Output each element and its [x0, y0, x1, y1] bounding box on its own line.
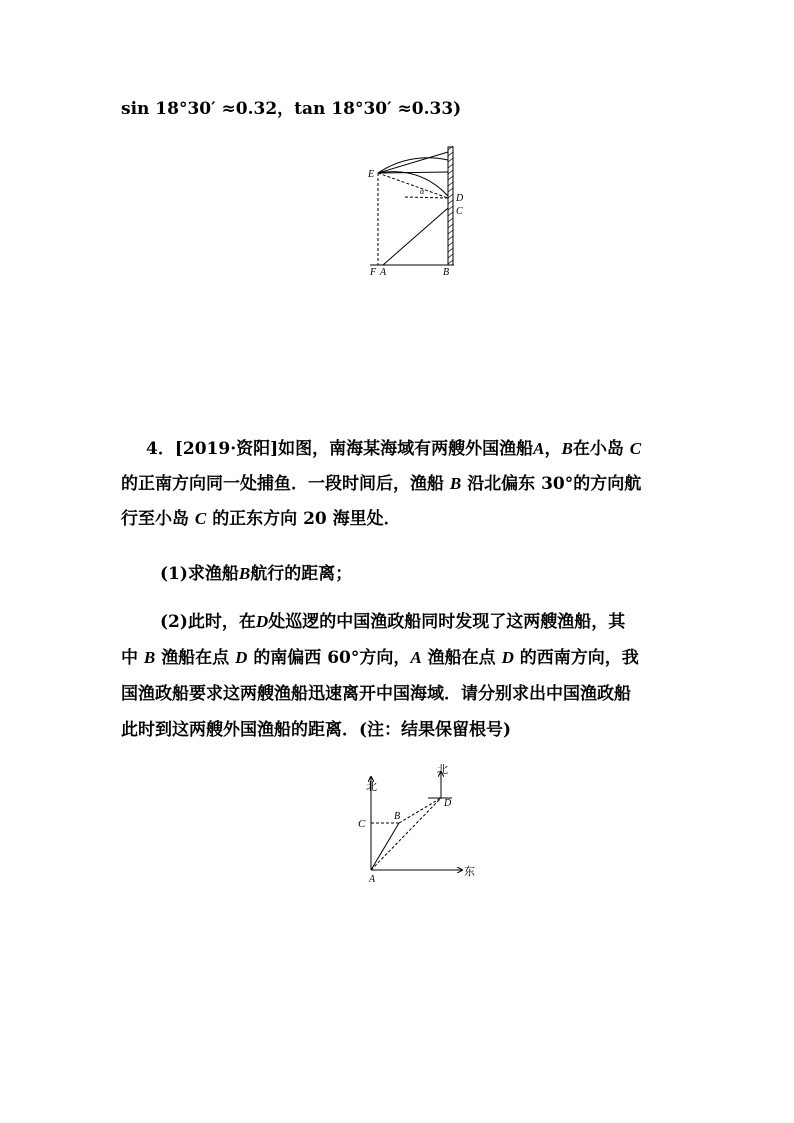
var-B: B	[561, 439, 573, 458]
text-span: 如图，南海某海域有两艘外国渔船	[278, 439, 534, 459]
text-span: 沿北偏东 30°的方向航	[467, 474, 642, 494]
var-B: B	[143, 648, 156, 667]
text-span: 的正东方向 20 海里处．	[212, 509, 401, 529]
label-alpha: α	[420, 187, 425, 196]
var-A: A	[533, 439, 545, 458]
problem-number: 4．	[146, 439, 175, 459]
var-B: B	[449, 474, 462, 493]
label-north-1: 北	[366, 781, 377, 793]
problem-source: [2019·资阳]	[174, 439, 279, 459]
var-D: D	[501, 648, 514, 667]
question-1	[160, 563, 352, 585]
text-span: 的南偏西 60°方向，	[253, 648, 411, 668]
label-B: B	[443, 267, 450, 278]
label-east: 东	[464, 866, 475, 878]
var-C: C	[194, 509, 207, 528]
label-F: F	[370, 267, 377, 278]
label-D: D	[444, 798, 452, 809]
var-D: D	[235, 648, 248, 667]
formula-line: sin 18°30′ ≈0.32，tan 18°30′ ≈0.33)	[121, 99, 462, 119]
problem-line-1	[146, 438, 641, 460]
question-2-line-4: 此时到这两艘外国渔船的距离．(注：结果保留根号)	[121, 720, 512, 740]
label-C: C	[456, 206, 463, 217]
text-span: (2)此时，在	[160, 612, 256, 632]
question-2-line-3: 国渔政船要求这两艘渔船迅速离开中国海域．请分别求出中国渔政船	[121, 684, 631, 704]
figure-2-diagram	[0, 755, 794, 895]
problem-line-3	[121, 508, 401, 530]
problem-line-2	[121, 473, 641, 495]
var-A: A	[410, 648, 422, 667]
label-C: C	[358, 818, 366, 830]
text-span: 处巡逻的中国渔政船同时发现了这两艘渔船，其	[268, 612, 626, 632]
text-span: 渔船在点	[161, 648, 230, 668]
label-B: B	[394, 811, 401, 822]
label-A: A	[380, 267, 387, 278]
label-north-2: 北	[437, 764, 448, 776]
text-span: (1)求渔船	[160, 564, 239, 584]
label-A: A	[369, 874, 376, 885]
text-span: 行至小岛	[121, 509, 189, 529]
var-D: D	[255, 612, 269, 631]
text-span: 中	[121, 648, 138, 668]
label-E: E	[368, 169, 375, 180]
text-span: 航行的距离；	[250, 564, 353, 584]
var-C: C	[629, 439, 642, 458]
figure-1-diagram	[0, 130, 794, 430]
text-span: ，	[544, 439, 562, 459]
label-D: D	[456, 193, 464, 204]
question-2-line-2	[121, 647, 639, 669]
text-span: 的正南方向同一处捕鱼．一段时间后，渔船	[121, 474, 444, 494]
text-span: 的西南方向，我	[519, 648, 639, 668]
text-span: 渔船在点	[427, 648, 496, 668]
var-B: B	[238, 564, 251, 583]
question-2-line-1	[160, 611, 625, 633]
text-span: 在小岛	[572, 439, 624, 459]
